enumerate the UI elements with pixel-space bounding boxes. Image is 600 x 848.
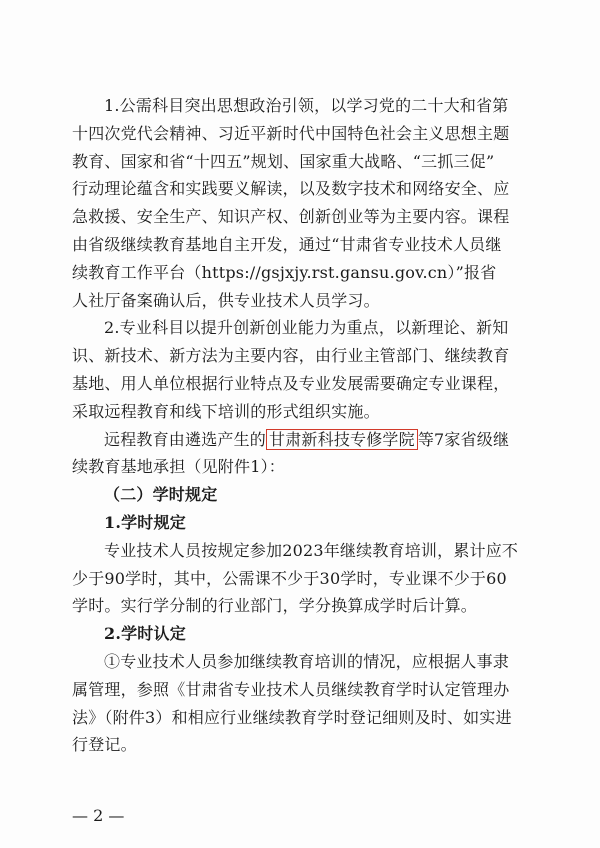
text-segment: 远程教育由遴选产生的	[104, 429, 267, 449]
text-line: 续教育基地承担（见附件1）：	[72, 457, 285, 477]
subsection-heading: 1.学时规定	[104, 513, 186, 532]
text-line: ①专业技术人员参加继续教育培训的情况，应根据人事隶	[104, 652, 510, 671]
text-line: 教育、国家和省“十四五”规划、国家重大战略、“三抓三促”	[72, 151, 495, 171]
page-number: — 2 —	[72, 806, 130, 825]
text-line: 1.公需科目突出思想政治引领，以学习党的二十大和省第	[104, 96, 509, 115]
text-line: 人社厅备案确认后，供专业技术人员学习。	[72, 290, 380, 310]
text-line: 由省级继续教育基地自主开发，通过“甘肃省专业技术人员继	[72, 235, 502, 254]
text-line	[104, 430, 509, 450]
text-line: 学时。实行学分制的行业部门，学分换算成学时后计算。	[72, 596, 478, 616]
text-line: 续教育工作平台（https://gsjxjy.rst.gansu.gov.cn）”报省	[72, 262, 497, 282]
text-line: 十四次党代会精神、习近平新时代中国特色社会主义思想主题	[72, 123, 510, 143]
text-line: 采取远程教育和线下培训的形式组织实施。	[72, 401, 380, 421]
text-line: 急救援、安全生产、知识产权、创新创业等为主要内容。课程	[72, 207, 510, 227]
text-line: 行动理论蕴含和实践要义解读，以及数字技术和网络安全、应	[72, 179, 510, 199]
subsection-heading: 2.学时认定	[104, 624, 186, 644]
text-line: 基地、用人单位根据行业特点及专业发展需要确定专业课程，	[72, 374, 510, 393]
text-segment: 等7家省级继	[417, 429, 510, 449]
text-line: 少于90学时，其中，公需课不少于30学时，专业课不少于60	[72, 568, 507, 588]
text-line: 行登记。	[72, 735, 137, 755]
text-line: 法》（附件3）和相应行业继续教育学时登记细则及时、如实进	[72, 707, 512, 727]
text-line: 属管理，参照《甘肃省专业技术人员继续教育学时认定管理办	[72, 679, 510, 699]
section-heading: （二）学时规定	[104, 485, 218, 505]
text-line: 2.专业科目以提升创新创业能力为重点，以新理论、新知	[104, 318, 509, 338]
text-line: 专业技术人员按规定参加2023年继续教育培训，累计应不	[104, 540, 519, 560]
text-line: 识、新技术、新方法为主要内容，由行业主管部门、继续教育	[72, 346, 510, 366]
highlighted-institution-name: 甘肃新科技专修学院	[266, 429, 418, 450]
